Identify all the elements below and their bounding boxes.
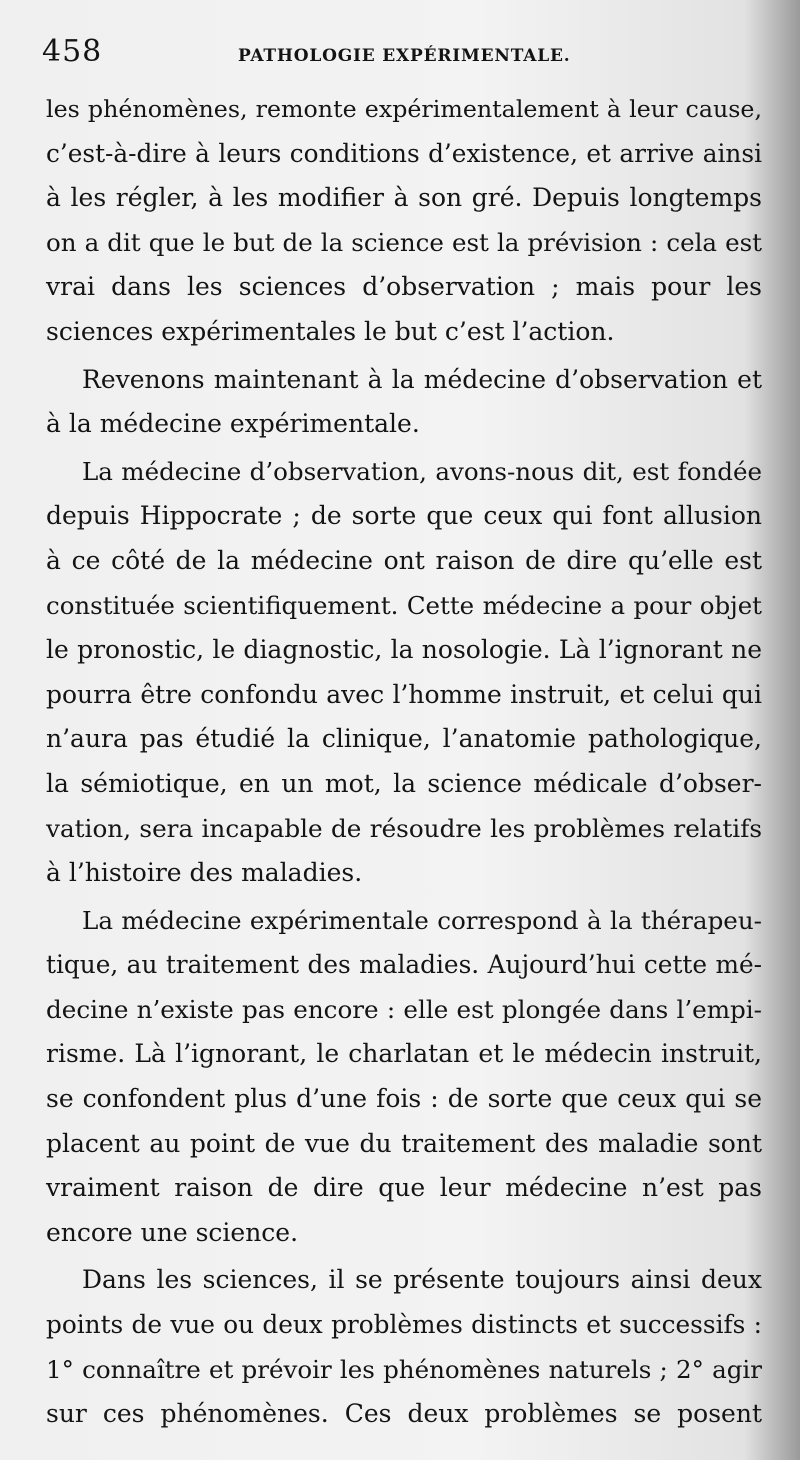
text-line: depuis Hippocrate ; de sorte que ceux qui font allusion: [46, 501, 762, 531]
text-line: tique, au traitement des maladies. Aujourd’hui cette mé-: [46, 950, 762, 980]
text-line: points de vue ou deux problèmes distincts et successifs :: [46, 1310, 762, 1340]
text-line: on a dit que le but de la science est la prévision : cela est: [46, 227, 762, 257]
text-line: encore une science.: [46, 1217, 299, 1247]
text-line: La médecine expérimentale correspond à la thérapeu-: [82, 905, 762, 935]
text-line: se confondent plus d’une fois : de sorte que ceux qui se: [46, 1084, 762, 1114]
text-line: Dans les sciences, il se présente toujours ainsi deux: [82, 1265, 762, 1295]
text-line: Revenons maintenant à la médecine d’observation et: [82, 364, 762, 394]
page-number: 458: [42, 34, 103, 69]
text-line: sur ces phénomènes. Ces deux problèmes se posent: [46, 1399, 762, 1429]
running-title: PATHOLOGIE EXPÉRIMENTALE.: [238, 46, 571, 66]
text-line: c’est-à-dire à leurs conditions d’existence, et arrive ainsi: [46, 138, 762, 168]
text-line: vation, sera incapable de résoudre les problèmes relatifs: [46, 813, 762, 843]
text-line: placent au point de vue du traitement des maladie sont: [46, 1128, 762, 1158]
text-line: La médecine d’observation, avons-nous dit, est fondée: [82, 456, 762, 486]
text-line: à ce côté de la médecine ont raison de dire qu’elle est: [46, 545, 762, 575]
text-line: le pronostic, le diagnostic, la nosologie. Là l’ignorant ne: [46, 635, 762, 665]
text-line: à les régler, à les modifier à son gré. Depuis longtemps: [46, 183, 762, 213]
text-line: à la médecine expérimentale.: [46, 409, 420, 439]
text-line: 1° connaître et prévoir les phénomènes naturels ; 2° agir: [46, 1354, 762, 1384]
page-header: [42, 34, 762, 74]
text-line: vraiment raison de dire que leur médecine n’est pas: [46, 1173, 762, 1203]
text-line: n’aura pas étudié la clinique, l’anatomie pathologique,: [46, 724, 762, 754]
text-line: vrai dans les sciences d’observation ; mais pour les: [46, 272, 762, 302]
text-line: pourra être confondu avec l’homme instruit, et celui qui: [46, 679, 762, 709]
body-text: [46, 87, 762, 1437]
text-line: à l’histoire des maladies.: [46, 858, 363, 888]
text-line: la sémiotique, en un mot, la science médicale d’obser-: [46, 768, 762, 798]
text-line: les phénomènes, remonte expérimentalement à leur cause,: [46, 95, 762, 123]
text-line: constituée scientifiquement. Cette médecine a pour objet: [46, 590, 762, 620]
text-line: risme. Là l’ignorant, le charlatan et le médecin instruit,: [46, 1039, 762, 1069]
text-line: sciences expérimentales le but c’est l’action.: [46, 316, 615, 346]
text-line: decine n’existe pas encore : elle est plongée dans l’empi-: [46, 994, 762, 1024]
